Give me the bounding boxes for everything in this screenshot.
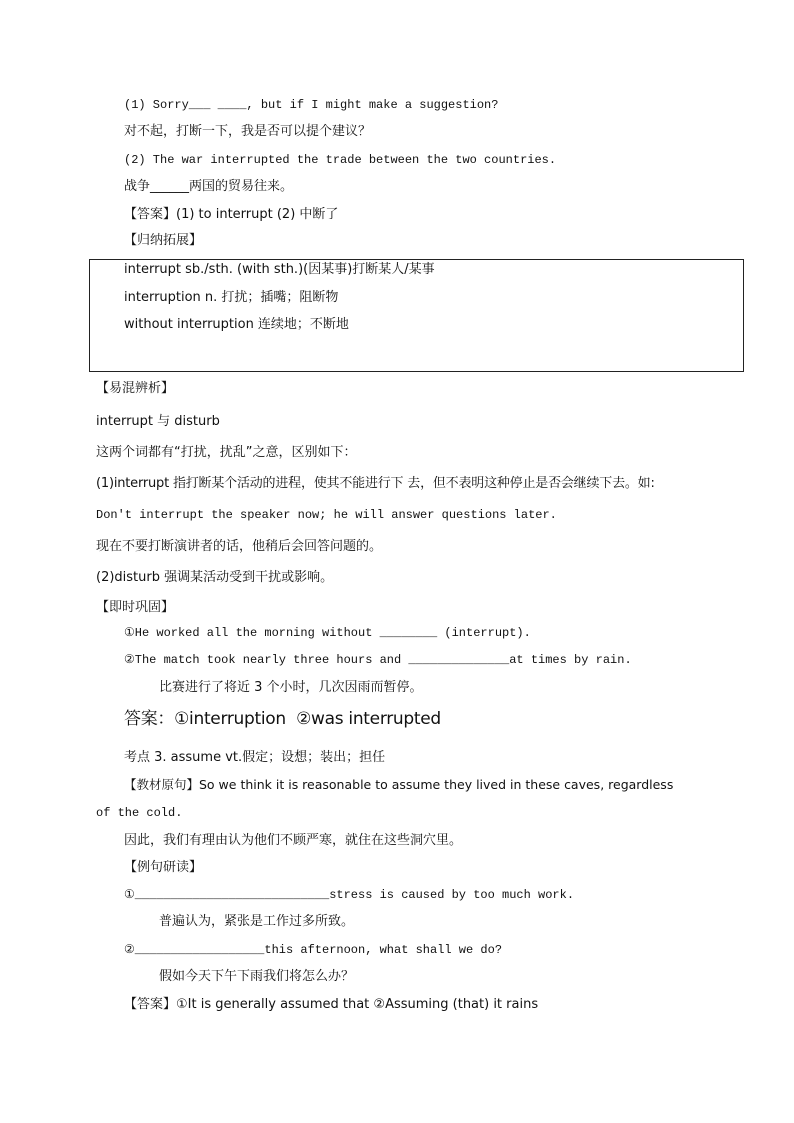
section-heading-summary: 【归纳拓展】 <box>124 233 203 248</box>
summary-item-1: interrupt sb./sth. (with sth.)(因某事)打断某人/某事 <box>124 262 435 277</box>
textbook-sentence-cont: of the cold. <box>96 806 183 820</box>
example-study-2: ②__________________this afternoon, what shall we do? <box>124 943 503 957</box>
section-heading-confusables: 【易混辨析】 <box>96 381 175 396</box>
example-study-1: ①___________________________stress is caused by too much work. <box>124 888 575 902</box>
textbook-sentence: 【教材原句】So we think it is reasonable to assume they lived in these caves, regardless <box>124 777 674 792</box>
example-sentence-1: (1) Sorry___ ____, but if I might make a suggestion? <box>124 98 499 112</box>
summary-item-3: without interruption 连续地；不断地 <box>124 317 349 332</box>
section-heading-examples: 【例句研读】 <box>124 860 203 875</box>
topic-3-heading: 考点 3. assume vt.假定；设想；装出；担任 <box>124 750 386 765</box>
comparison-example-translation: 现在不要打断演讲者的话，他稍后会回答问题的。 <box>96 539 383 554</box>
example-translation-2: 战争______两国的贸易往来。 <box>124 179 294 194</box>
practice-answer: 答案：①interruption ②was interrupted <box>124 709 441 729</box>
example-study-1-translation: 普遍认为，紧张是工作过多所致。 <box>159 914 355 929</box>
comparison-point-2: (2)disturb 强调某活动受到干扰或影响。 <box>96 570 334 585</box>
practice-item-2-translation: 比赛进行了将近 3 个小时，几次因雨而暂停。 <box>159 680 423 695</box>
section-heading-practice: 【即时巩固】 <box>96 600 175 615</box>
practice-item-2: ②The match took nearly three hours and ______________at times by rain. <box>124 653 632 667</box>
practice-item-1: ①He worked all the morning without ________ (interrupt). <box>124 626 531 640</box>
example-study-2-translation: 假如今天下午下雨我们将怎么办？ <box>159 969 355 984</box>
example-translation-1: 对不起，打断一下，我是否可以提个建议？ <box>124 124 372 139</box>
comparison-title: interrupt 与 disturb <box>96 414 220 429</box>
comparison-point-1: (1)interrupt 指打断某个活动的进程，使其不能进行下 去，但不表明这种停止是否会继续下去。如: <box>96 476 655 491</box>
comparison-example: Don't interrupt the speaker now; he will answer questions later. <box>96 508 557 522</box>
summary-item-2: interruption n. 打扰；插嘴；阻断物 <box>124 290 339 305</box>
example-study-answer: 【答案】①It is generally assumed that ②Assuming (that) it rains <box>124 997 539 1012</box>
example-sentence-2: (2) The war interrupted the trade between the two countries. <box>124 153 557 167</box>
textbook-translation: 因此，我们有理由认为他们不顾严寒，就住在这些洞穴里。 <box>124 833 463 848</box>
comparison-intro: 这两个词都有“打扰，扰乱”之意，区别如下： <box>96 445 357 460</box>
answer-1: 【答案】(1) to interrupt (2) 中断了 <box>124 207 339 222</box>
